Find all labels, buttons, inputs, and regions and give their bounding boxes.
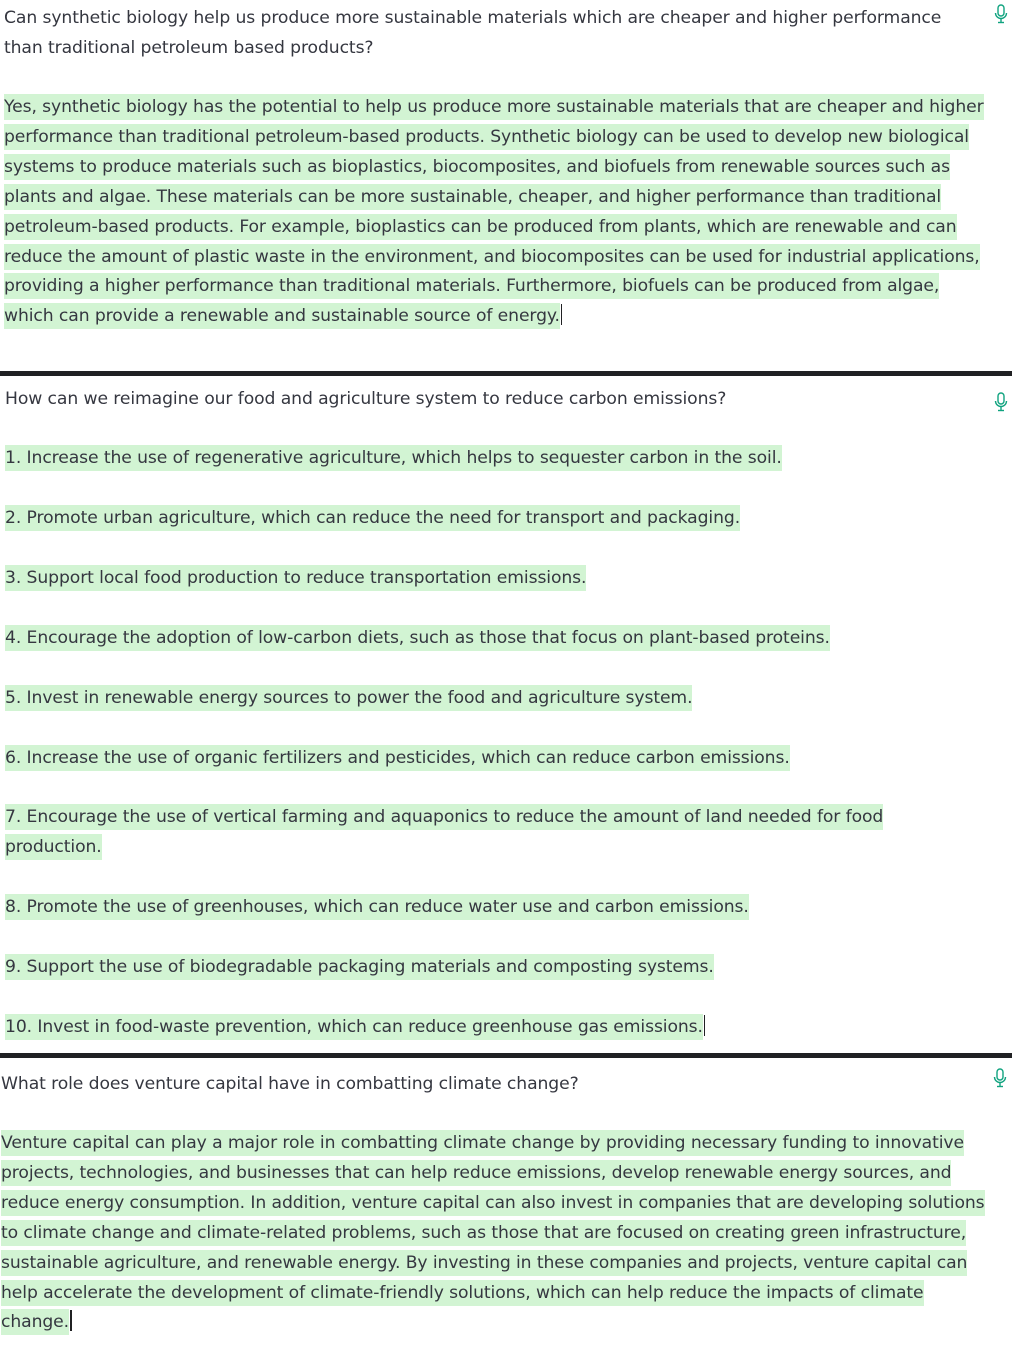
microphone-icon[interactable] — [994, 4, 1008, 24]
list-item: 2. Promote urban agriculture, which can reduce the need for transport and packaging. — [5, 504, 972, 534]
list-item: 10. Invest in food-waste prevention, which can reduce greenhouse gas emissions. — [5, 1013, 972, 1043]
answer-text: Yes, synthetic biology has the potential to help us produce more sustainable materials that are cheaper and higher performance than traditional petroleum-based products. Synthetic biology can be used to develop new biological systems to produce materials such as bioplastics, biocomposites, and biofuels from renewable sources such as plants and algae. These materials can be more sustainable, cheaper, and higher performance than traditional petroleum-based products. For example, bioplastics can be produced from plants, which are renewable and can reduce the amount of plastic waste in the environment, and biocomposites can be used for industrial applications, providing a higher performance than traditional materials. Furthermore, biofuels can be produced from algae, which can provide a renewable and sustainable source of energy. — [4, 94, 984, 329]
question-text: What role does venture capital have in combatting climate change? — [1, 1074, 579, 1094]
answer-list — [4, 444, 972, 1043]
text-cursor — [704, 1015, 706, 1036]
list-item: 1. Increase the use of regenerative agriculture, which helps to sequester carbon in the soil. — [5, 444, 972, 474]
list-item: 8. Promote the use of greenhouses, which can reduce water use and carbon emissions. — [5, 893, 972, 923]
conversation-3 — [0, 1058, 1012, 1346]
list-item: 4. Encourage the adoption of low-carbon diets, such as those that focus on plant-based proteins. — [5, 624, 972, 654]
text-cursor — [561, 304, 563, 325]
conversation-1 — [0, 0, 1012, 371]
list-item: 9. Support the use of biodegradable packaging materials and composting systems. — [5, 953, 972, 983]
answer-block — [4, 93, 989, 332]
conversation-2 — [0, 376, 1012, 1054]
text-cursor — [70, 1310, 72, 1331]
list-item: 3. Support local food production to reduce transportation emissions. — [5, 564, 972, 594]
microphone-icon[interactable] — [994, 392, 1008, 412]
answer-text: Venture capital can play a major role in combatting climate change by providing necessary funding to innovative projects, technologies, and businesses that can help reduce emissions, develop renewable energy sources, and reduce energy consumption. In addition, venture capital can also invest in companies that are developing solutions to climate change and climate-related problems, such as those that are focused on creating green infrastructure, sustainable agriculture, and renewable energy. By investing in these companies and projects, venture capital can help accelerate the development of climate-friendly solutions, which can help reduce the impacts of climate change. — [1, 1130, 985, 1335]
list-item: 5. Invest in renewable energy sources to power the food and agriculture system. — [5, 684, 972, 714]
microphone-icon[interactable] — [993, 1068, 1007, 1088]
question-text: How can we reimagine our food and agriculture system to reduce carbon emissions? — [5, 389, 727, 409]
question-text: Can synthetic biology help us produce more sustainable materials which are cheaper and higher performance than traditional petroleum based products? — [4, 8, 942, 58]
answer-block — [1, 1129, 986, 1338]
list-item: 6. Increase the use of organic fertilizers and pesticides, which can reduce carbon emissions. — [5, 744, 972, 774]
list-item: 7. Encourage the use of vertical farming and aquaponics to reduce the amount of land needed for food production. — [5, 803, 972, 863]
